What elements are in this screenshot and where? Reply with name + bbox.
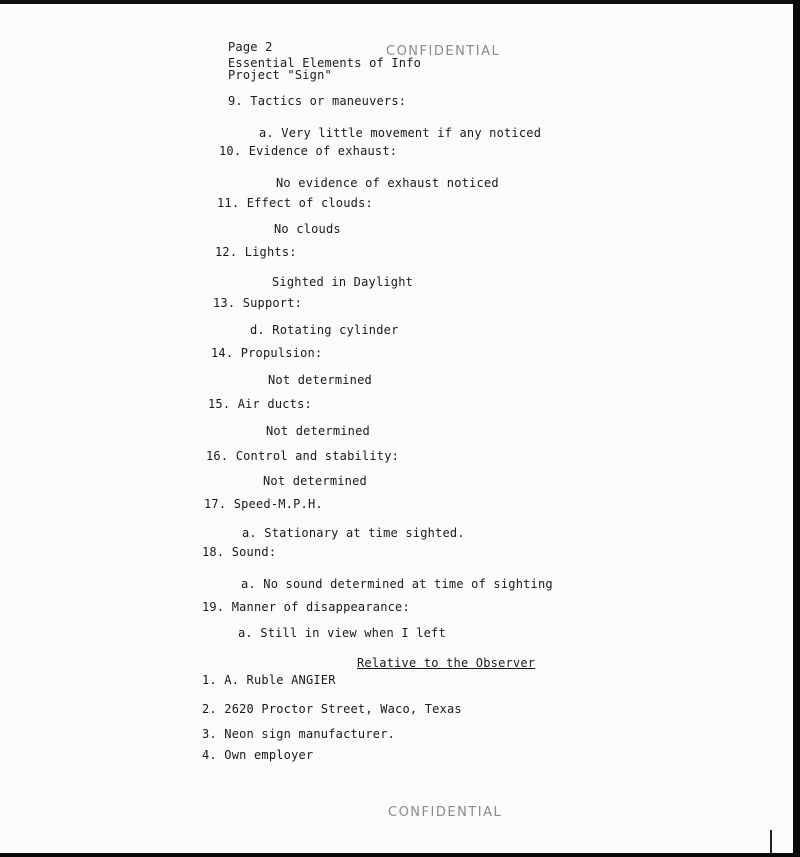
item-answer: Sighted in Daylight xyxy=(272,275,414,289)
margin-mark xyxy=(770,830,772,853)
item-label: 16. Control and stability: xyxy=(206,449,400,463)
item-answer: a. Very little movement if any noticed xyxy=(259,126,542,140)
item-answer: a. Stationary at time sighted. xyxy=(242,526,465,540)
item-label: 12. Lights: xyxy=(215,245,297,259)
scan-edge-bottom xyxy=(0,853,800,857)
observer-line: 4. Own employer xyxy=(202,748,314,762)
item-answer: Not determined xyxy=(266,424,370,438)
observer-line: 1. A. Ruble ANGIER xyxy=(202,673,336,687)
scan-edge-right xyxy=(793,0,800,857)
item-label: 10. Evidence of exhaust: xyxy=(219,144,398,158)
item-label: 18. Sound: xyxy=(202,545,277,559)
confidential-stamp-top: CONFIDENTIAL xyxy=(386,44,501,59)
item-label: 17. Speed-M.P.H. xyxy=(204,497,323,511)
item-label: 14. Propulsion: xyxy=(211,346,323,360)
item-answer: No evidence of exhaust noticed xyxy=(276,176,499,190)
project-name: Project "Sign" xyxy=(228,68,332,82)
item-label: 11. Effect of clouds: xyxy=(217,196,373,210)
item-answer: d. Rotating cylinder xyxy=(250,323,399,337)
observer-line: 2. 2620 Proctor Street, Waco, Texas xyxy=(202,702,462,716)
document-subject: Essential Elements of Info xyxy=(228,56,422,70)
item-answer: a. No sound determined at time of sighting xyxy=(241,577,553,591)
page-number: Page 2 xyxy=(228,40,273,54)
observer-line: 3. Neon sign manufacturer. xyxy=(202,727,396,741)
item-label: 15. Air ducts: xyxy=(208,397,312,411)
item-label: 9. Tactics or maneuvers: xyxy=(228,94,407,108)
item-answer: No clouds xyxy=(274,222,341,236)
observer-heading: Relative to the Observer xyxy=(357,656,536,670)
item-answer: Not determined xyxy=(263,474,367,488)
confidential-stamp-bottom: CONFIDENTIAL xyxy=(388,805,503,820)
item-label: 13. Support: xyxy=(213,296,303,310)
item-answer: a. Still in view when I left xyxy=(238,626,446,640)
item-label: 19. Manner of disappearance: xyxy=(202,600,410,614)
item-answer: Not determined xyxy=(268,373,372,387)
document-page xyxy=(0,4,793,853)
